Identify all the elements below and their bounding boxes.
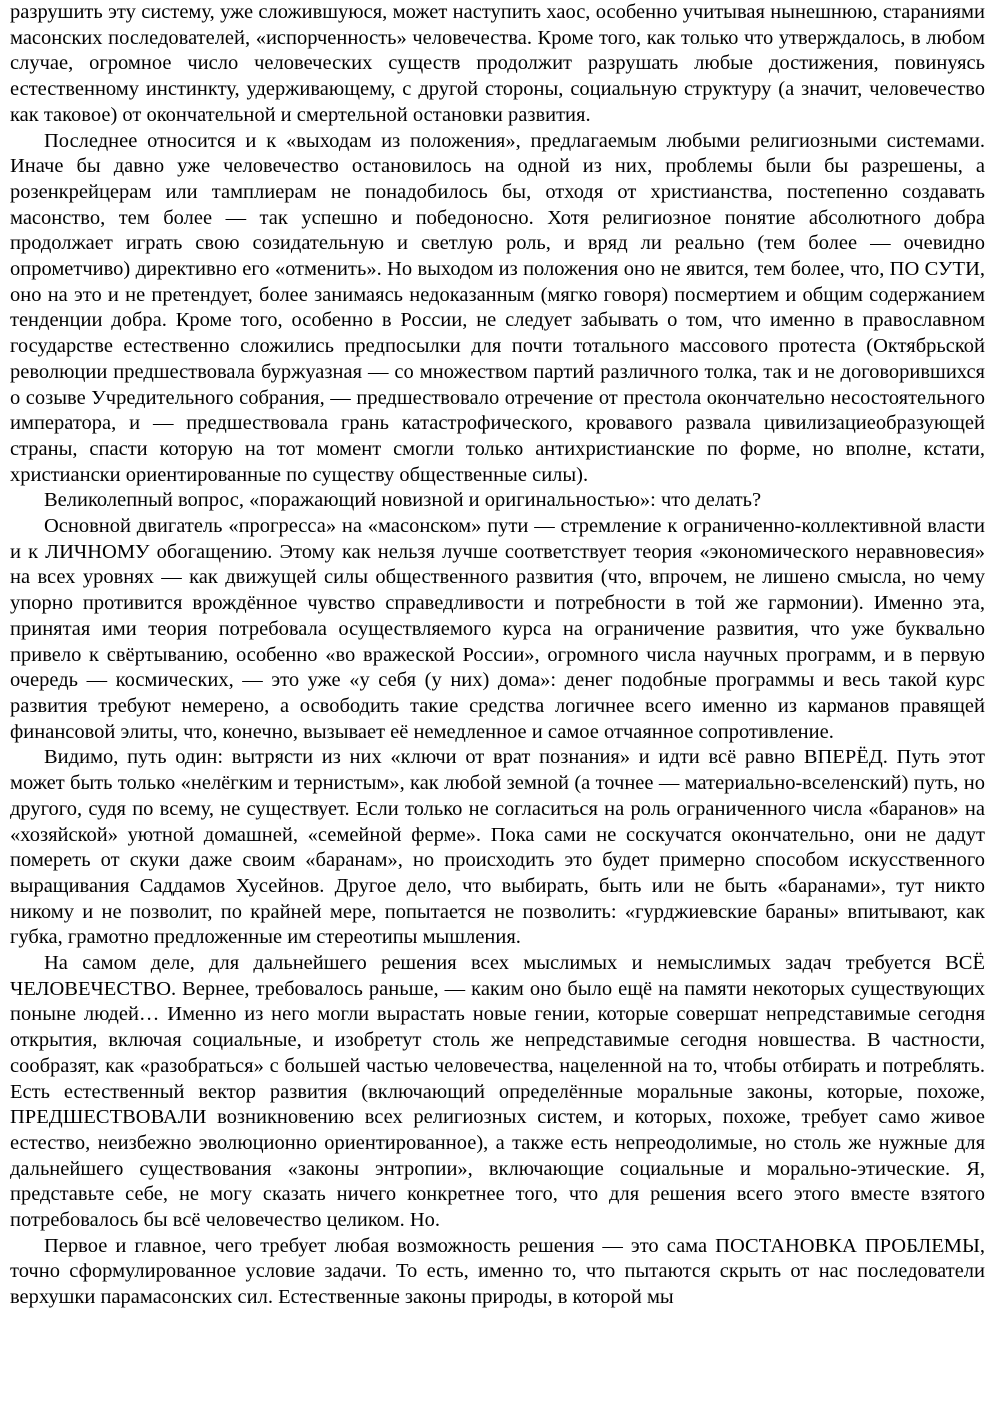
paragraph: Великолепный вопрос, «поражающий новизной и оригинальностью»: что делать?: [44, 489, 762, 512]
paragraph: разрушить эту систему, уже сложившуюся, может наступить хаос, особенно учитывая нынешнюю, стараниями масонских последователей, «испорченность» человечества. Кроме того, как только что утверждалось, в любом случае, огромное число человеческих существ продолжит разрушать любые достижения, повинуясь естественному инстинкту, удерживающему, с другой стороны, социальную структуру (а значит, человечество как таковое) от окончательной и смертельной остановки развития.: [10, 1, 985, 126]
paragraph: Видимо, путь один: вытрясти из них «ключи от врат познания» и идти всё равно ВПЕРЁД. Путь этот может быть только «нелёгким и тернистым», как любой земной (а точнее — материально-вселенский) путь, но другого, судя по всему, не существует. Если только не согласиться на роль ограниченного числа «баранов» на «хозяйской» уютной домашней, «семейной ферме». Пока сами не соскучатся окончательно, они не дадут помереть от скуки даже своим «баранам», но происходить это будет примерно способом искусственного выращивания Саддамов Хусейнов. Другое дело, что выбирать, быть или не быть «баранами», тут никто никому и не позволит, по крайней мере, попытается не позволить: «гурджиевские бараны» впитывают, как губка, грамотно предложенные им стереотипы мышления.: [10, 746, 985, 949]
document-page: [10, 0, 985, 1311]
paragraph: Первое и главное, чего требует любая возможность решения — это сама ПОСТАНОВКА ПРОБЛЕМЫ, точно сформулированное условие задачи. То есть, именно то, что пытаются скрыть от нас последователи верхушки парамасонских сил. Естественные законы природы, в которой мы: [10, 1234, 985, 1309]
paragraph: Основной двигатель «прогресса» на «масонском» пути — стремление к ограниченно-коллективной власти и к ЛИЧНОМУ обогащению. Этому как нельзя лучше соответствует теория «экономического неравновесия» на всех уровнях — как движущей силы общественного развития (что, впрочем, не лишено смысла, но чему упорно противится врождённое чувство справедливости и потребности в той же гармонии). Именно эта, принятая ими теория потребовала осуществляемого курса на ограничение развития, что уже буквально привело к свёртыванию, особенно «во вражеской России», огромного числа научных программ, и в первую очередь — космических, — это уже «у себя (у них) дома»: денег подобные программы и весь такой курс развития требуют немерено, а освободить такие средства логичнее всего именно из карманов правящей финансовой элиты, что, конечно, вызывает её немедленное и самое отчаянное сопротивление.: [10, 515, 985, 743]
paragraph: Последнее относится и к «выходам из положения», предлагаемым любыми религиозными системами. Иначе бы давно уже человечество остановилось на одной из них, проблемы были бы разрешены, а розенкрейцерам или тамплиерам не понадобилось бы, отходя от христианства, постепенно создавать масонство, тем более — так успешно и победоносно. Хотя религиозное понятие абсолютного добра продолжает играть свою созидательную и светлую роль, и вряд ли реально (тем более — очевидно опрометчиво) директивно его «отменить». Но выходом из положения оно не явится, тем более, что, ПО СУТИ, оно на это и не претендует, более занимаясь недоказанным (мягко говоря) посмертием и общим содержанием тенденции добра. Кроме того, особенно в России, не следует забывать о том, что именно в православном государстве естественно сложились предпосылки для почти тотального массового протеста (Октябрьской революции предшествовала буржуазная — со множеством партий различного толка, так и не договорившихся о созыве Учредительного собрания, — предшествовало отречение от престола окончательно несостоятельного императора, и — предшествовала грань катастрофического, кровавого развала цивилизациеобразующей страны, спасти которую на тот момент смогли только антихристианские по форме, но вполне, кстати, христиански ориентированные по существу общественные силы).: [10, 129, 985, 486]
paragraph: На самом деле, для дальнейшего решения всех мыслимых и немыслимых задач требуется ВСЁ ЧЕЛОВЕЧЕСТВО. Вернее, требовалось раньше, — каким оно было ещё на памяти некоторых существующих поныне людей… Именно из него могли вырастать новые гении, которые совершат непредставимые сегодня открытия, включая социальные, и изобретут столь же непредставимые сегодня новшества. В частности, сообразят, как «разобраться» с большей частью человечества, нацеленной на то, чтобы отбирать и потреблять. Есть естественный вектор развития (включающий определённые моральные законы, которые, похоже, ПРЕДШЕСТВОВАЛИ возникновению всех религиозных систем, и которых, похоже, требует само живое естество, неизбежно эволюционно ориентированное), а также есть непреодолимые, но столь же нужные для дальнейшего существования «законы энтропии», включающие социальные и морально-этические. Я, представьте себе, не могу сказать ничего конкретнее того, что для решения всего этого вместе взятого потребовалось бы всё человечество целиком. Но.: [10, 952, 985, 1232]
